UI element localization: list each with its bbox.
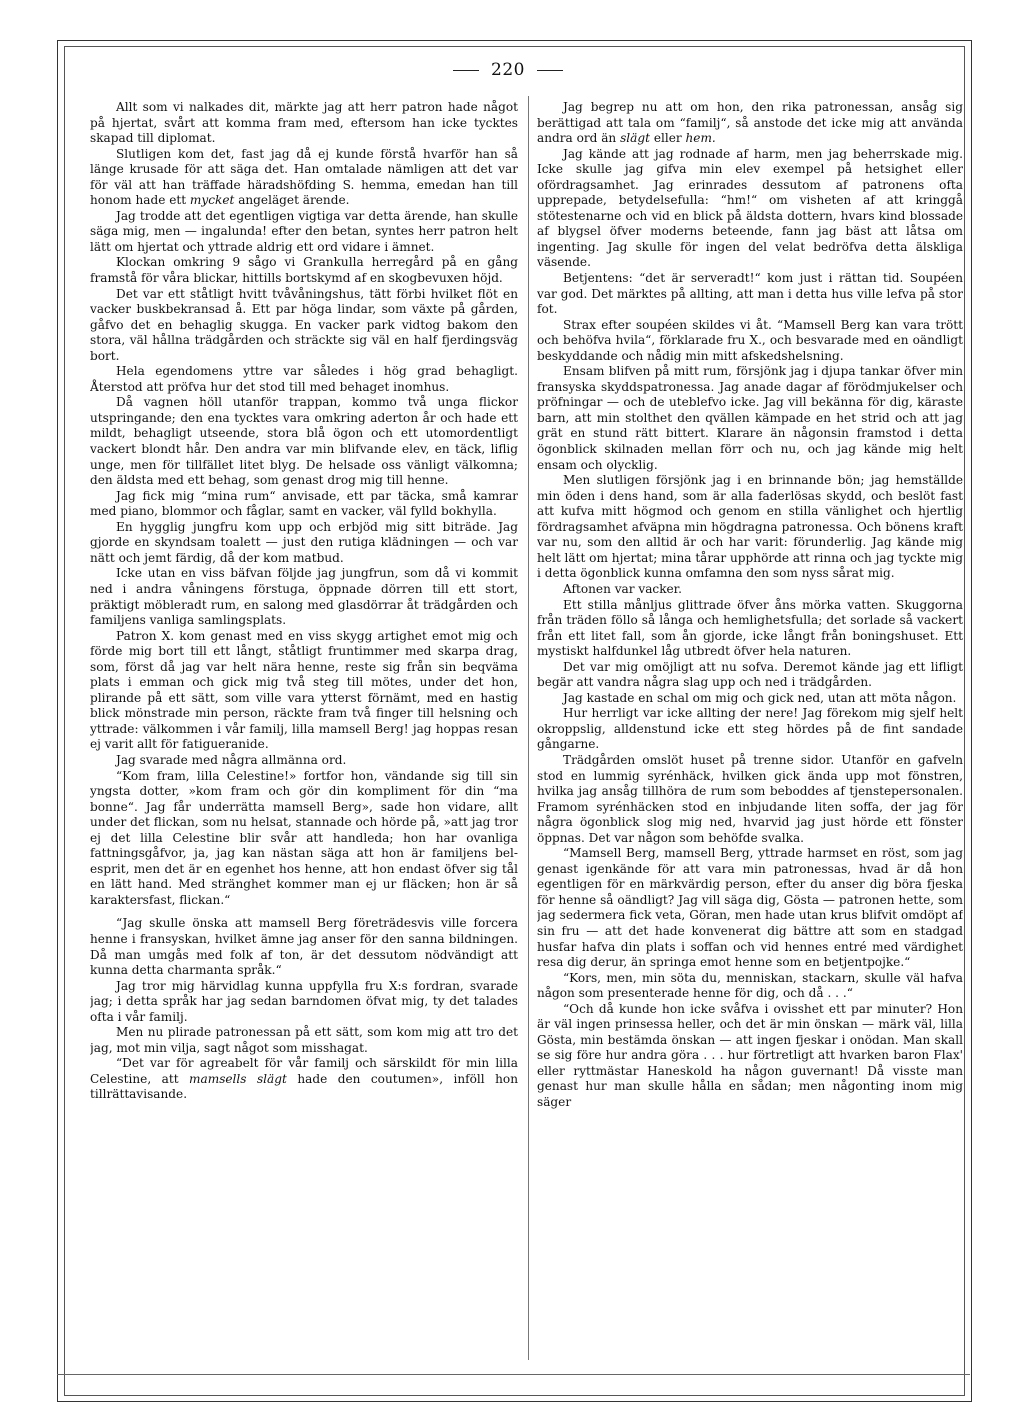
paragraph-text: Hur herrligt var icke allting der nere! Jag förekom mig sjelf helt okroppslig, alldenstund icke ett steg hördes på de fint sandade gångarne.: [537, 706, 963, 752]
emphasis-text: slägt: [620, 131, 650, 146]
paragraph-text: Jag svarade med några allmänna ord.: [116, 752, 347, 767]
paragraph-text: Hela egendomens yttre var således i hög grad behagligt. Återstod att pröfva hur det stod till med behaget inomhus.: [90, 364, 518, 394]
paragraph: [537, 473, 963, 582]
paragraph: [90, 520, 518, 567]
paragraph: [537, 971, 963, 1002]
paragraph-text: Ett stilla månljus glittrade öfver åns mörka vatten. Skuggorna från träden föllo så långa och hemlighetsfulla; det sorlade så vackert från ett litet fall, som ån gjorde, icke långt från boningshuset. Ett mystiskt halfdunkel låg utbredt öfver hela naturen.: [537, 597, 963, 659]
paragraph: [90, 395, 518, 488]
paragraph: [537, 271, 963, 318]
paragraph-text: Jag fick mig “mina rum“ anvisade, ett par täcka, små kamrar med piano, blommor och fåglar, samt en vacker, väl fylld bokhylla.: [90, 488, 518, 519]
paragraph-text: “Och då kunde hon icke svåfva i ovisshet ett par minuter? Hon är väl ingen prinsessa heller, och det är min önskan — märk väl, lilla Gösta, min bestämda önskan — att ingen fjeskar i onödan. Man skall se sig före hur andra göra . . . hur förtretligt att hvarken baron Flax' eller ryttmästar Haneskold ha någon guvernant! Då visste man genast hur man skulle hålla en sådan; men någonting inom mig säger: [537, 1001, 963, 1109]
paragraph-text: Klockan omkring 9 sågo vi Grankulla herregård på en gång framstå för våra blickar, hittills bortskymd af en skogbevuxen höjd.: [90, 255, 518, 286]
paragraph-text: Men nu plirade patronessan på ett sätt, som kom mig att tro det jag, mot min vilja, sagt något som misshagat.: [90, 1025, 518, 1055]
emphasis-text: mycket: [189, 193, 235, 208]
paragraph: [90, 255, 518, 286]
paragraph-text: Jag tror mig härvidlag kunna uppfylla fru X:s fordran, svarade jag; i detta språk har jag sedan barndomen öfvat mig, ty det talades ofta i vår familj.: [90, 978, 518, 1024]
paragraph-text: Aftonen var vacker.: [563, 581, 682, 596]
paragraph-text: Men slutligen försjönk jag i en brinnande bön; jag hemställde min öden i dens hand, som är alla faderlösas skydd, och beslöt fast att kufva mitt högmod och genom en stilla vänlighet och hjertlig fördragsamhet afväpna min högdragna patronessa. Och bönens kraft var nu, som den alltid är och har varit: förunderlig. Jag kände mig helt lätt om hjertat; mina tårar upphörde att rinna och jag tyckte mig i detta ögonblick kunna omfamna den som nyss sårat mig.: [537, 473, 963, 581]
paragraph-text: Ensam blifven på mitt rum, försjönk jag i djupa tankar öfver min fransyska skyddspatronessa. Jag anade dagar af förödmjukelser och pröfningar — och de uteblefvo icke. Jag vill bekänna för dig, käraste barn, att min stolthet den qvällen kämpade en het strid och att jag grät en stund rätt bittert. Klarare än någonsin framstod i detta ögonblick skilnaden mellan förr och nu, och jag kände mig helt ensam och olycklig.: [537, 364, 963, 472]
paragraph: [90, 287, 518, 365]
paragraph-text: Jag begrep nu att om hon, den rika patronessan, ansåg sig berättigad att tala om “familj“, så anstode det icke mig att använda andra ord än: [537, 100, 963, 146]
bottom-rule: [57, 1374, 970, 1375]
paragraph: [537, 753, 963, 846]
paragraph-text: Jag kastade en schal om mig och gick ned, utan att möta någon.: [563, 690, 957, 705]
paragraph: [90, 629, 518, 753]
paragraph: [90, 753, 518, 769]
paragraph: [90, 769, 518, 909]
paragraph: [90, 100, 518, 147]
emphasis-text: mamsells slägt: [189, 1071, 287, 1086]
right-column: [537, 100, 963, 1360]
paragraph-text: Allt som vi nalkades dit, märkte jag att herr patron hade något på hjertat, svårt att komma fram med, eftersom han icke tycktes skapad till diplomat.: [90, 100, 518, 146]
paragraph: [537, 660, 963, 691]
paragraph-text: “Jag skulle önska att mamsell Berg företrädesvis ville forcera henne i fransyskan, hvilket ämne jag anser för den sanna bildningen. Då man umgås med folk af ton, är det dessutom nödvändigt att kunna detta charmanta språk.“: [90, 916, 518, 978]
paragraph: [537, 706, 963, 753]
paragraph-text: Patron X. kom genast med en viss skygg artighet emot mig och förde mig bort till ett långt, ståtligt fruntimmer med skarpa drag, som, först då jag var helt nära henne, reste sig från sin beqväma plats i emman och gick mig två steg till mötes, under det hon, plirande på ett sätt, som ville vara ytterst förnämt, med en hastig blick mönstrade min person, räckte fram två finger till helsning och yttrade: välkommen i vår familj, lilla mamsell Berg! jag hoppas resan ej varit allt för fatigueranide.: [90, 628, 518, 752]
emphasis-text: hem.: [685, 131, 716, 146]
paragraph-text: Det var ett ståtligt hvitt tvåvåningshus, tätt förbi hvilket flöt en vacker buskbekransad å. Ett par höga lindar, som växte på gården, gåfvo det en behaglig skugga. En vacker park vidtog bakom den stora, väl hållna trädgården och sträckte sig väl en half fjerdingsväg bort.: [90, 286, 518, 363]
paragraph-text: Icke utan en viss bäfvan följde jag jungfrun, som då vi kommit ned i andra våningens förstuga, öppnade dörren till ett stort, präktigt möbleradt rum, en salong med glasdörrar åt trädgården och familjens vanliga samlingsplats.: [90, 566, 518, 628]
paragraph: [537, 318, 963, 365]
paragraph-text: “Mamsell Berg, mamsell Berg, yttrade harmset en röst, som jag genast igenkände för att vara min patronessas, hvad är då hon egentligen för en märkvärdig person, efter du anser dig böra fjeska för henne så oändligt? Jag vill säga dig, Gösta — patronen hette, som jag sedermera fick veta, Göran, men hade utan krus blifvit omdöpt af sin fru — att det hade konvenerat dig bättre att som en stadgad husfar hafva din plats i soffan och vid hennes entré med värdighet resa dig derur, än springa emot henne som en betjentpojke.“: [537, 846, 963, 970]
page-number: 220: [491, 60, 525, 80]
paragraph: [537, 691, 963, 707]
paragraph-text: Slutligen kom det, fast jag då ej kunde förstå hvarför han så länge krusade för att säga det. Han omtalade nämligen att det var för väl att han träffade häradshöfding S. hemma, emedan han till honom hade ett: [90, 146, 518, 208]
paragraph: [90, 979, 518, 1026]
paragraph: [90, 566, 518, 628]
paragraph: [90, 364, 518, 395]
paragraph-text: Strax efter soupéen skildes vi åt. “Mamsell Berg kan vara trött och behöfva hvila“, förklarade fru X., och besvarade med en oändligt beskyddande och nådig min mitt afskedshelsning.: [537, 317, 963, 363]
paragraph: [90, 1025, 518, 1056]
dash-right: [537, 70, 563, 71]
paragraph: [537, 100, 963, 147]
paragraph-text: angeläget ärende.: [234, 193, 350, 208]
paragraph: [90, 489, 518, 520]
paragraph-text: Jag trodde att det egentligen vigtiga var detta ärende, han skulle säga mig, men — ingalunda! efter den betan, syntes herr patron helt lätt om hjertat och yttrade aldrig ett ord vidare i ämnet.: [90, 208, 518, 254]
paragraph-text: eller: [649, 131, 686, 146]
page-number-header: [0, 60, 1016, 80]
paragraph: [537, 147, 963, 271]
paragraph-text: Det var mig omöjligt att nu sofva. Deremot kände jag ett lifligt begär att vandra några slag upp och ned i trädgården.: [537, 659, 963, 690]
paragraph-text: hade den coutumen», inföll hon tillrättavisande.: [90, 1071, 518, 1102]
paragraph: [537, 846, 963, 970]
paragraph: [537, 364, 963, 473]
paragraph: [90, 1056, 518, 1103]
paragraph-text: Betjentens: “det är serveradt!“ kom just i rättan tid. Soupéen var god. Det märktes på allting, att man i detta hus ville lefva på stor fot.: [537, 271, 963, 317]
column-divider: [528, 96, 529, 1360]
paragraph: [90, 916, 518, 978]
paragraph-text: “Kom fram, lilla Celestine!» fortfor hon, vändande sig till sin yngsta dotter, »kom fram och gör din kompliment för din “ma bonne“. Jag får underrätta mamsell Berg», sade hon vidare, allt under det flickan, som nu helsat, stannade och hörde på, »att jag tror ej det lilla Celestine blir svår att handleda; hon har ovanliga fattningsgåfvor, ja, jag kan nästan säga att hon är familjens bel-esprit, men det är en egenhet hos henne, att hon endast öfver sig tål en lätt hand. Med stränghet kommer man ej ur fläcken; hon är så karaktersfast, flickan.“: [90, 768, 518, 907]
left-column: [90, 100, 518, 1360]
paragraph: [90, 209, 518, 256]
paragraph-text: En hygglig jungfru kom upp och erbjöd mig sitt biträde. Jag gjorde en skyndsam toalett — just den rutiga klädningen — och var nätt och jemt färdig, då der kom matbud.: [90, 519, 518, 565]
paragraph: [537, 598, 963, 660]
paragraph: [537, 582, 963, 598]
dash-left: [453, 70, 479, 71]
paragraph-text: “Kors, men, min söta du, menniskan, stackarn, skulle väl hafva någon som presenterade henne för dig, och då . . .“: [537, 970, 963, 1001]
paragraph: [537, 1002, 963, 1111]
paragraph-text: “Det var för agreabelt för vår familj och särskildt för min lilla Celestine, att: [90, 1056, 518, 1086]
paragraph-text: Jag kände att jag rodnade af harm, men jag beherrskade mig. Icke skulle jag gifva min elev exempel på hetsighet eller ofördragsamhet. Jag erinrades dessutom af patronens ofta upprepade, betydelsefulla: “hm!“ om visheten af att kringgå stötestenarne och vid en blick på äldsta dottern, hvars kind blossade af blygsel öfver moderns beteende, fann jag bäst att låtsa om ingenting. Jag skulle för ingen del velat bedröfva detta älskliga väsende.: [537, 146, 963, 270]
paragraph-text: Då vagnen höll utanför trappan, kommo två unga flickor utspringande; den ena tycktes vara omkring aderton år och hade ett mildt, behagligt utseende, stora blå ögon och ett utomordentligt vackert blondt hår. Den andra var min blifvande elev, en täck, liflig unge, men för tillfället litet blyg. De helsade oss vänligt välkomna; den äldsta med ett behag, som genast drog mig till henne.: [90, 395, 518, 488]
paragraph: [90, 147, 518, 209]
paragraph-text: Trädgården omslöt huset på trenne sidor. Utanför en gafveln stod en lummig syrénhäck, hvilken gick ända upp mot fönstren, hvilka jag ansåg tillhöra de rum som beboddes af tjenstepersonalen. Framom syrénhäcken stod en inbjudande liten soffa, der jag för några ögonblick slog mig ned, hvarvid jag just hörde ett fönster öppnas. Det var någon som behöfde svalka.: [537, 752, 963, 845]
